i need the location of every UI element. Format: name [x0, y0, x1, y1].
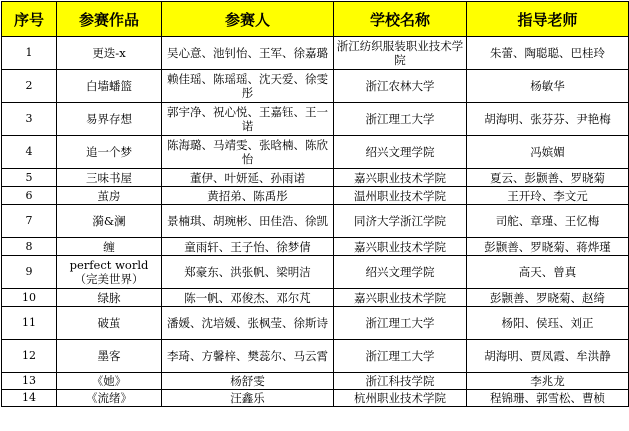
row-number: 2 [2, 70, 57, 103]
school-name: 嘉兴职业技术学院 [334, 169, 467, 187]
row-number: 14 [2, 390, 57, 407]
row-number: 10 [2, 289, 57, 307]
row-number: 12 [2, 340, 57, 373]
header-participants: 参赛人 [162, 2, 334, 37]
work-title: 《流绪》 [57, 390, 162, 407]
participants: 陈一帆、邓俊杰、邓尔芃 [162, 289, 334, 307]
teachers: 杨阳、侯珏、刘正 [467, 307, 629, 340]
work-title: 《她》 [57, 373, 162, 390]
participants: 赖佳瑶、陈瑶瑶、沈天爱、徐雯彤 [162, 70, 334, 103]
work-title: perfect world（完美世界） [57, 256, 162, 289]
teachers: 彭颢善、罗晓菊、蒋烨瑾 [467, 238, 629, 256]
participants: 李琦、方馨梓、樊蕊尔、马云霄 [162, 340, 334, 373]
header-row [2, 2, 629, 37]
table-row [2, 340, 629, 373]
participants: 董伊、叶妍延、孙雨诺 [162, 169, 334, 187]
header-school: 学校名称 [334, 2, 467, 37]
teachers: 朱蕾、陶聪聪、巴桂玲 [467, 37, 629, 70]
school-name: 浙江农林大学 [334, 70, 467, 103]
school-name: 浙江理工大学 [334, 307, 467, 340]
school-name: 绍兴文理学院 [334, 256, 467, 289]
work-title: 破茧 [57, 307, 162, 340]
header-work: 参赛作品 [57, 2, 162, 37]
header-number: 序号 [2, 2, 57, 37]
teachers: 杨敏华 [467, 70, 629, 103]
participants: 潘媛、沈培媛、张枫莹、徐斯诗 [162, 307, 334, 340]
row-number: 7 [2, 205, 57, 238]
school-name: 浙江科技学院 [334, 373, 467, 390]
school-name: 浙江理工大学 [334, 103, 467, 136]
row-number: 1 [2, 37, 57, 70]
teachers: 彭颢善、罗晓菊、赵绮 [467, 289, 629, 307]
teachers: 司舵、章瑾、王忆梅 [467, 205, 629, 238]
row-number: 8 [2, 238, 57, 256]
participants: 郭宇净、祝心悦、王嘉钰、王一诺 [162, 103, 334, 136]
work-title: 墨客 [57, 340, 162, 373]
work-title: 白墙蟠篮 [57, 70, 162, 103]
table-row [2, 187, 629, 205]
teachers: 李兆龙 [467, 373, 629, 390]
row-number: 11 [2, 307, 57, 340]
table-row [2, 205, 629, 238]
work-title: 易界存想 [57, 103, 162, 136]
school-name: 温州职业技术学院 [334, 187, 467, 205]
table-row [2, 238, 629, 256]
teachers: 高天、曾真 [467, 256, 629, 289]
work-title: 茧房 [57, 187, 162, 205]
teachers: 王开玲、李文元 [467, 187, 629, 205]
table-row [2, 169, 629, 187]
work-title: 绿脉 [57, 289, 162, 307]
row-number: 5 [2, 169, 57, 187]
participants: 景楠琪、胡琬彬、田佳浩、徐凯 [162, 205, 334, 238]
participants: 陈海璐、马靖雯、张晗楠、陈欣怡 [162, 136, 334, 169]
row-number: 6 [2, 187, 57, 205]
table-row [2, 289, 629, 307]
work-title: 缠 [57, 238, 162, 256]
row-number: 9 [2, 256, 57, 289]
participants: 童雨轩、王子怡、徐梦倩 [162, 238, 334, 256]
teachers: 程锦珊、郭雪松、曹桢 [467, 390, 629, 407]
row-number: 13 [2, 373, 57, 390]
table-row [2, 103, 629, 136]
school-name: 嘉兴职业技术学院 [334, 289, 467, 307]
table-row [2, 37, 629, 70]
school-name: 杭州职业技术学院 [334, 390, 467, 407]
table-row [2, 373, 629, 390]
table-row [2, 136, 629, 169]
awards-table [1, 1, 629, 407]
table-row [2, 307, 629, 340]
work-title: 三味书屋 [57, 169, 162, 187]
school-name: 浙江理工大学 [334, 340, 467, 373]
school-name: 同济大学浙江学院 [334, 205, 467, 238]
table-row [2, 390, 629, 407]
work-title: 更迭-x [57, 37, 162, 70]
header-teachers: 指导老师 [467, 2, 629, 37]
participants: 郑豪东、洪张帆、梁明洁 [162, 256, 334, 289]
row-number: 3 [2, 103, 57, 136]
school-name: 绍兴文理学院 [334, 136, 467, 169]
teachers: 胡海明、贾凤霞、牟洪静 [467, 340, 629, 373]
teachers: 夏云、彭颢善、罗晓菊 [467, 169, 629, 187]
work-title: 追一个梦 [57, 136, 162, 169]
participants: 汪鑫乐 [162, 390, 334, 407]
participants: 杨舒雯 [162, 373, 334, 390]
participants: 黄招弟、陈禹彤 [162, 187, 334, 205]
teachers: 胡海明、张芬芬、尹艳梅 [467, 103, 629, 136]
row-number: 4 [2, 136, 57, 169]
table-row [2, 256, 629, 289]
school-name: 嘉兴职业技术学院 [334, 238, 467, 256]
school-name: 浙江纺织服装职业技术学院 [334, 37, 467, 70]
participants: 吴心意、池钊怡、王军、徐嘉璐 [162, 37, 334, 70]
table-row [2, 70, 629, 103]
teachers: 冯嫔媚 [467, 136, 629, 169]
work-title: 漪&澜 [57, 205, 162, 238]
